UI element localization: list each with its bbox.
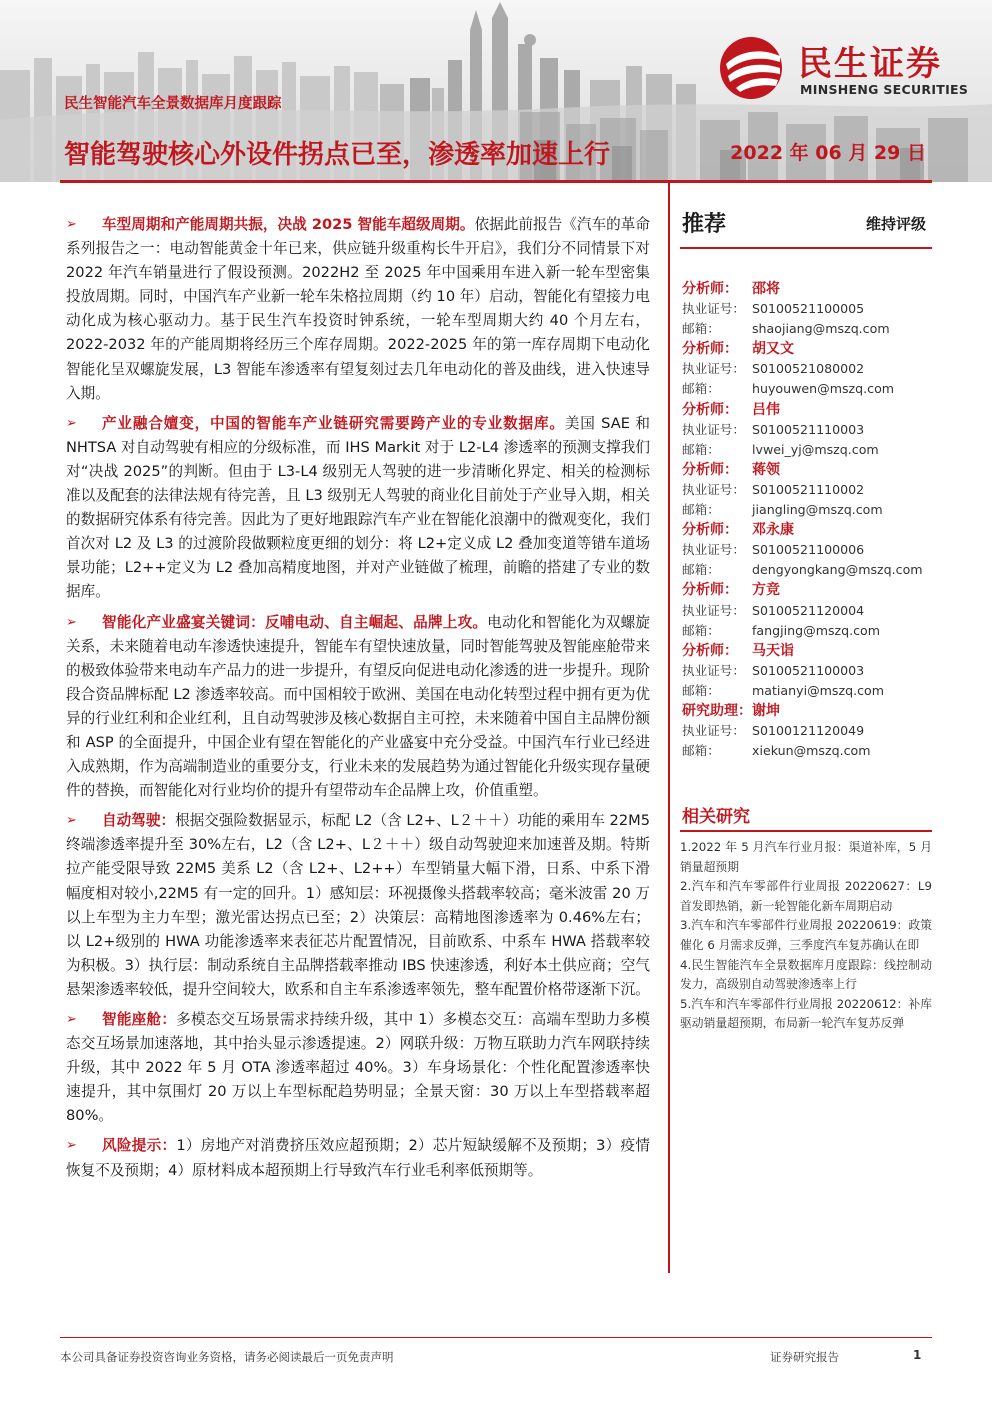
- paragraph-lead: 自动驾驶：: [102, 812, 176, 830]
- column-divider: [668, 183, 670, 1273]
- report-series: 民生智能汽车全景数据库月度跟踪: [64, 96, 282, 112]
- summary-paragraph-6: [66, 1134, 650, 1182]
- bullet-arrow-icon: ➢: [66, 415, 77, 431]
- paragraph-lead: 车型周期和产能周期共振，决战 2025 智能车超级周期。: [102, 216, 475, 233]
- cert-label: 执业证号：: [682, 602, 745, 618]
- recommend-label: 推荐: [682, 212, 727, 237]
- bullet-arrow-icon: ➢: [66, 614, 77, 630]
- analyst-name: 邵将: [752, 281, 780, 297]
- email-label: 邮箱：: [682, 562, 720, 578]
- footer-doc-type: 证券研究报告: [770, 1350, 839, 1364]
- analyst-role: 分析师：: [682, 582, 738, 599]
- logo-name-en: MINSHENG SECURITIES: [800, 82, 969, 97]
- related-research-title: 相关研究: [680, 802, 932, 832]
- analyst-role: 分析师：: [682, 461, 738, 478]
- analyst-email-row: [680, 621, 932, 641]
- analyst-name: 吕伟: [752, 401, 780, 418]
- analyst-email-row: [680, 560, 932, 580]
- related-research: [680, 802, 932, 1034]
- summary-paragraph-3: [66, 611, 650, 804]
- footer-disclaimer: 本公司具备证券投资咨询业务资格，请务必阅读最后一页免责声明: [60, 1350, 394, 1364]
- related-report-link[interactable]: 1.2022 年 5 月汽车行业月报：渠道补库，5 月销量超预期: [680, 840, 932, 874]
- paragraph-body: 依据此前报告《汽车的革命系列报告之一：电动智能黄金十年已来，供应链升级重构长牛开启》，我们分不同情景下对 2022 年汽车销量进行了假设预测。2022H2 至 2025 年中国乘用车进入新一轮车型密集投放周期。同时，中国汽车产业新一轮车朱格拉周期（约 10 年）启动，智能化有望接力电动化成为核心驱动力。基于民生汽车投资时钟系统，一轮车型周期大约 40 个月左右，2022-2032 年的产能周期将经历三个库存周期。2022-2025 年的第一库存周期下电动化智能化呈双螺旋发展，L3 智能车渗透率有望复刻过去几年电动化的普及曲线，进入快速导入期。: [66, 216, 650, 402]
- analyst-role: 分析师：: [682, 401, 738, 418]
- email-label: 邮箱：: [682, 441, 720, 457]
- cert-number: S0100521100003: [752, 662, 865, 678]
- paragraph-lead: 智能化产业盛宴关键词：反哺电动、自主崛起、品牌上攻。: [102, 613, 488, 631]
- analyst-email[interactable]: jiangling@mszq.com: [752, 502, 883, 518]
- page-number: 1: [913, 1348, 922, 1362]
- header-divider: [60, 180, 932, 183]
- analyst-email-row: [680, 440, 932, 460]
- report-title: 智能驾驶核心外设件拐点已至，渗透率加速上行: [64, 140, 611, 170]
- minsheng-logo-icon: [718, 34, 788, 100]
- analyst-role: 分析师：: [682, 281, 738, 297]
- analyst-email-row: [680, 500, 932, 520]
- bullet-arrow-icon: ➢: [66, 1012, 77, 1027]
- analyst-email[interactable]: xiekun@mszq.com: [752, 743, 871, 759]
- related-report-link[interactable]: 3.汽车和汽车零部件行业周报 20220619：政策催化 6 月需求反弹，三季度汽车复苏确认在即: [680, 918, 933, 952]
- analyst-name: 蒋领: [752, 461, 780, 478]
- analyst-cert-row: [680, 480, 932, 500]
- analyst-email[interactable]: huyouwen@mszq.com: [752, 381, 895, 397]
- analyst-email-row: [680, 681, 932, 701]
- analyst-name: 马天诣: [752, 642, 794, 659]
- analyst-role: 分析师：: [682, 522, 738, 539]
- analyst-name-row: [680, 580, 932, 600]
- analyst-cert-row: [680, 359, 932, 379]
- logo-name-cn: 民生证券: [798, 44, 942, 84]
- analyst-cert-row: [680, 540, 932, 560]
- analyst-role: 研究助理：: [682, 702, 752, 719]
- summary-paragraph-4: [66, 809, 650, 1002]
- email-label: 邮箱：: [682, 381, 720, 397]
- related-report-link[interactable]: 2.汽车和汽车零部件行业周报 20220627：L9 首发即热销，新一轮智能化新车周期启动: [680, 879, 932, 913]
- analyst-name-row: [680, 460, 932, 480]
- related-report-link[interactable]: 5.汽车和汽车零部件行业周报 20220612：补库驱动销量超预期，布局新一轮汽车复苏反弹: [680, 996, 933, 1031]
- paragraph-body: 电动化和智能化为双螺旋关系，未来随着电动车渗透快速提升，智能车有望快速放量，同时智能驾驶及智能座舱带来的极致体验带来电动车产品力的进一步提升，有望反向促进电动化渗透的进一步提升。现阶段合资品牌标配 L2 渗透率较高。而中国相较于欧洲、美国在电动化转型过程中拥有更为优异的行业红利和企业红利，且自动驾驶涉及核心数据自主可控，未来随着中国自主品牌份额和 ASP 的全面提升，中国企业有望在智能化的产业盛宴中充分受益。中国汽车行业已经进入成熟期，作为高端制造业的重要分支，行业未来的发展趋势为通过智能化升级实现存量硬件的替换，而智能化对行业均价的提升有望带动车企品牌上攻，价值重塑。: [66, 613, 650, 800]
- report-date: 2022 年 06 月 29 日: [730, 142, 926, 164]
- summary-paragraph-1: [66, 213, 650, 406]
- paragraph-lead: 产业融合嬗变，中国的智能车产业链研究需要跨产业的专业数据库。: [102, 414, 565, 432]
- email-label: 邮箱：: [682, 682, 720, 698]
- analyst-name-row: [680, 520, 932, 540]
- cert-label: 执业证号：: [682, 481, 745, 497]
- analyst-email[interactable]: matianyi@mszq.com: [752, 682, 885, 698]
- analyst-role: 分析师：: [682, 341, 738, 358]
- related-report-link[interactable]: 4.民生智能汽车全景数据库月度跟踪：线控制动发力，高级别自动驾驶渗透率上行: [680, 957, 932, 992]
- analyst-name-row: [680, 400, 932, 420]
- cert-label: 执业证号：: [682, 421, 745, 437]
- analyst-list: [680, 279, 932, 761]
- email-label: 邮箱：: [682, 502, 720, 518]
- related-research-list: [680, 838, 932, 1034]
- analyst-email[interactable]: dengyongkang@mszq.com: [752, 562, 923, 578]
- cert-number: S0100521120004: [752, 602, 865, 618]
- rating-label: 维持评级: [865, 215, 926, 233]
- paragraph-lead: 风险提示：: [102, 1137, 177, 1155]
- bullet-arrow-icon: ➢: [66, 217, 77, 232]
- cert-label: 执业证号：: [682, 361, 745, 377]
- paragraph-body: 美国 SAE 和 NHTSA 对自动驾驶有相应的分级标准，而 IHS Markit 对于 L2-L4 渗透率的预测支撑我们对“决战 2025”的判断。但由于 L3-L4 级别无人驾驶的进一步清晰化界定、相关的检测标准以及配套的法律法规有待完善，且 L3 级别无人驾驶的商业化目前处于产业导入期，相关的数据研究体系有待完善。因此为了更好地跟踪汽车产业在智能化浪潮中的微观变化，我们首次对 L2 及 L3 的过渡阶段做颗粒度更细的划分：将 L2+定义成 L2 叠加变道等错车道场景功能；L2++定义为 L2 叠加高精度地图，并对产业链做了梳理，前瞻的搭建了专业的数据库。: [66, 414, 650, 601]
- summary-column: [66, 213, 650, 1189]
- email-label: 邮箱：: [682, 622, 720, 638]
- cert-label: 执业证号：: [682, 301, 745, 317]
- footer-divider: [60, 1337, 932, 1338]
- analyst-cert-row: [680, 661, 932, 681]
- cert-number: S0100121120049: [752, 723, 865, 739]
- analyst-cert-row: [680, 420, 932, 440]
- summary-paragraph-2: [66, 412, 650, 605]
- paragraph-lead: 智能座舱：: [102, 1011, 177, 1028]
- analyst-cert-row: [680, 721, 932, 741]
- cert-number: S0100521100006: [752, 542, 865, 558]
- analyst-name: 方竞: [752, 582, 780, 599]
- analyst-email-row: [680, 741, 932, 761]
- analyst-cert-row: [680, 299, 932, 319]
- paragraph-body: 根据交强险数据显示，标配 L2（含 L2+、L２＋＋）功能的乘用车 22M5 终端渗透率提升至 30%左右，L2（含 L2+、L２＋＋）级自动驾驶迎来加速普及期。特斯拉产能受限导致 22M5 美系 L2（含 L2+、L2++）车型销量大幅下滑，日系、中系下滑幅度相对较小,22M5 有一定的回升。1）感知层：环视摄像头搭载率较高；毫米波雷 20 万以上车型为主力车型；激光雷达拐点已至；2）决策层：高精地图渗透率为 0.46%左右；以 L2+级别的 HWA 功能渗透率来表征芯片配置情况，目前欧系、中系车 HWA 搭载率较为积极。3）执行层：制动系统自主品牌搭载率推动 IBS 快速渗透，利好本土供应商；空气悬架渗透率较低，提升空间较大，欧系和自主车系渗透率领先，整车配置价格带逐渐下沉。: [66, 812, 650, 998]
- cert-label: 执业证号：: [682, 723, 745, 739]
- email-label: 邮箱：: [682, 743, 720, 759]
- sidebar: [680, 203, 932, 761]
- analyst-name: 谢坤: [752, 702, 780, 719]
- summary-paragraph-5: [66, 1008, 650, 1128]
- analyst-name-row: [680, 641, 932, 661]
- paragraph-body: 多模态交互场景需求持续升级，其中 1）多模态交互：高端车型助力多模态交互场景加速落地，其中抬头显示渗透提速。2）网联升级：万物互联助力汽车网联持续升级，其中 2022 年 5 月 OTA 渗透率超过 40%。3）车身场景化：个性化配置渗透率快速提升，其中氛围灯 20 万以上车型标配趋势明显；全景天窗：30 万以上车型搭载率超 80%。: [66, 1011, 650, 1125]
- analyst-name: 胡又文: [752, 341, 794, 358]
- company-logo: [718, 34, 969, 104]
- analyst-name: 邓永康: [752, 522, 794, 539]
- bullet-arrow-icon: ➢: [66, 813, 77, 829]
- analyst-name-row: [680, 279, 932, 299]
- analyst-email[interactable]: shaojiang@mszq.com: [752, 321, 890, 337]
- analyst-name-row: [680, 339, 932, 359]
- email-label: 邮箱：: [682, 321, 720, 337]
- analyst-email-row: [680, 379, 932, 399]
- cert-number: S0100521100005: [752, 301, 865, 317]
- cert-number: S0100521110002: [752, 481, 865, 497]
- cert-label: 执业证号：: [682, 662, 745, 678]
- cert-label: 执业证号：: [682, 542, 745, 558]
- analyst-cert-row: [680, 601, 932, 621]
- paragraph-body: 1）房地产对消费挤压效应超预期；2）芯片短缺缓解不及预期；3）疫情恢复不及预期；4）原材料成本超预期上行导致汽车行业毛利率低预期等。: [66, 1137, 650, 1179]
- analyst-email-row: [680, 319, 932, 339]
- cert-number: S0100521080002: [752, 361, 865, 377]
- analyst-email[interactable]: lvwei_yj@mszq.com: [752, 441, 879, 457]
- analyst-role: 分析师：: [682, 642, 738, 659]
- analyst-email[interactable]: fangjing@mszq.com: [752, 622, 881, 638]
- analyst-name-row: [680, 701, 932, 721]
- rating-box: [680, 203, 932, 249]
- bullet-arrow-icon: ➢: [66, 1138, 77, 1154]
- cert-number: S0100521110003: [752, 421, 865, 437]
- header-banner: [0, 0, 992, 182]
